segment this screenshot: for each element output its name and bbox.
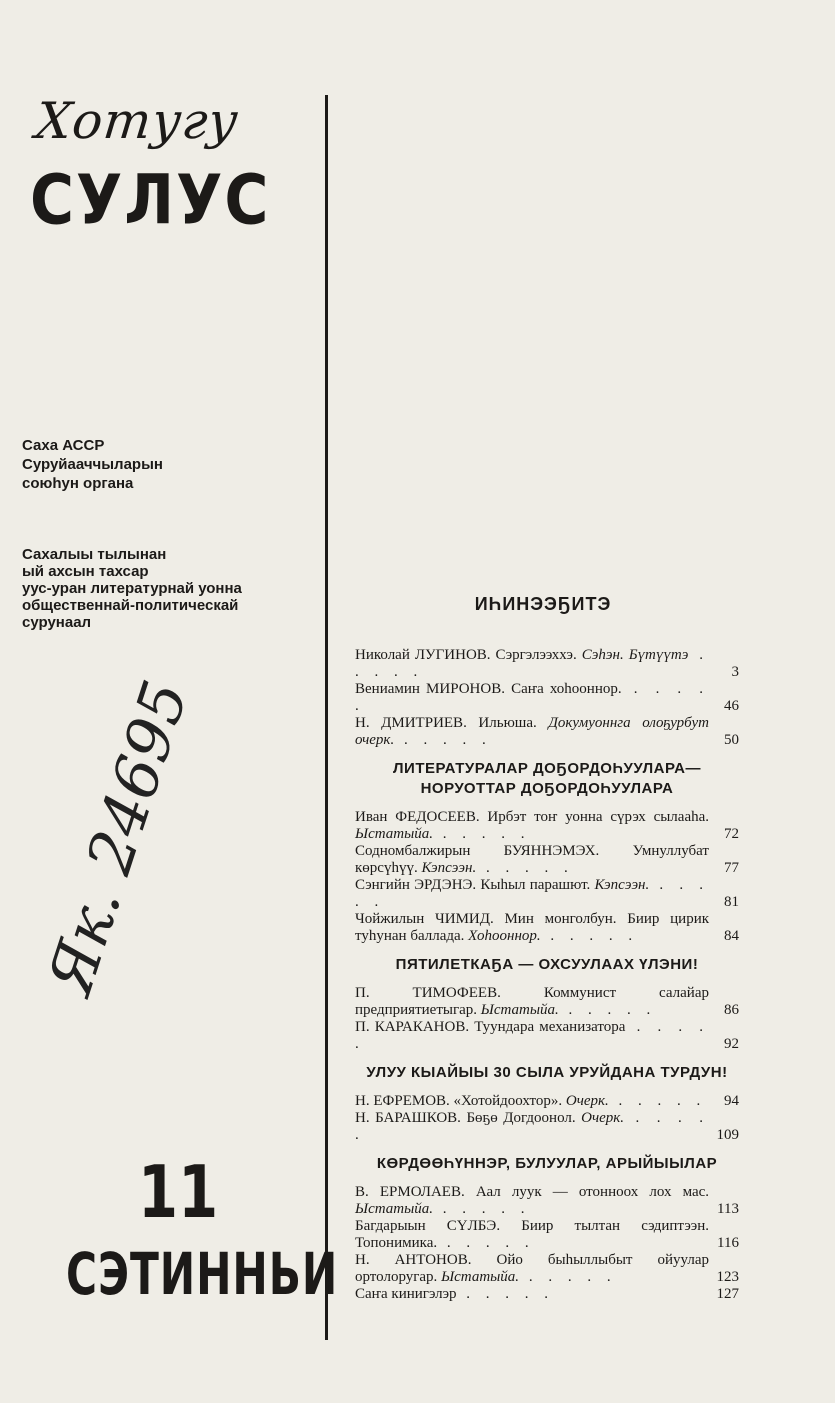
toc-section-heading: УЛУУ КЫАЙЫЫ 30 СЫЛА УРУЙДАНА ТУРДУН!	[366, 1064, 728, 1081]
leader-dots: . . . . .	[476, 860, 574, 876]
toc-section-heading: ПЯТИЛЕТКАҔА — ОХСУУЛААХ ҮЛЭНИ!	[395, 956, 699, 973]
leader-dots: . . . . .	[540, 928, 639, 944]
toc-entry	[355, 647, 739, 681]
description-line: ый ахсын тахсар	[22, 563, 149, 580]
toc-entry-title: Саҥа хоһооннор.	[511, 681, 622, 697]
toc-entry-title: Саҥа кинигэлэр	[355, 1286, 457, 1302]
toc-entry	[355, 1019, 739, 1053]
leader-dots: . . . . .	[355, 1110, 710, 1143]
toc-entry-genre: Ыстатыйа.	[441, 1269, 520, 1285]
leader-dots: . . . . .	[456, 1286, 555, 1302]
toc-entry-page: 84	[724, 928, 739, 944]
toc-entry-title: Ирбэт тоҥ уонна сүрэх сылааһа.	[487, 809, 710, 825]
toc-section-heading: ЛИТЕРАТУРАЛАР ДОҔОРДОҺУУЛАРА— НОРУОТТАР ДОҔОРДОҺУУЛАРА	[393, 760, 701, 797]
toc-entry-genre: Докумуоннга олоҕурбут очерк.	[355, 715, 710, 748]
toc-entry-page: 77	[724, 860, 739, 876]
leader-dots: . . . . .	[355, 877, 710, 910]
toc-entry-title: Аал луук — отонноох лох мас.	[475, 1184, 710, 1200]
toc-entry-genre: Ыстатыйа.	[355, 826, 433, 842]
toc-entry-genre: Сэһэн. Бүтүүтэ	[581, 647, 689, 663]
toc-entry-author: Содномбалжирын БУЯННЭМЭХ.	[355, 843, 600, 859]
toc-entry-author: П. ТИМОФЕЕВ.	[355, 985, 501, 1001]
toc-entry-page: 113	[717, 1201, 739, 1217]
toc-entry-author: Николай ЛУГИНОВ.	[355, 647, 491, 663]
leader-dots: . . . . .	[433, 1201, 531, 1217]
toc-entry-title: Коммунист салайар предприятиетыгар.	[355, 985, 709, 1018]
toc-entry-page: 86	[724, 1002, 739, 1018]
leader-dots: . . . . .	[355, 681, 710, 714]
leader-dots: . . . . .	[558, 1002, 657, 1018]
toc-entry-page: 72	[724, 826, 739, 842]
leader-dots: . . . . .	[394, 732, 492, 748]
toc-entry-page: 123	[716, 1269, 739, 1285]
description-line: уус-уран литературнай уонна	[22, 580, 242, 597]
toc-entry-title: Туундара механизатора	[474, 1019, 626, 1035]
leader-dots: . . . . .	[437, 1235, 535, 1251]
toc-entry	[355, 1286, 739, 1303]
toc-entry-title: Кыһыл парашют.	[480, 877, 591, 893]
issue-month: СЭТИННЬИ	[66, 1240, 339, 1308]
toc-entry-genre: Кэпсээн.	[594, 877, 650, 893]
toc-entry-title: «Хотойдоохтор».	[453, 1093, 563, 1109]
toc-entry-author: Вениамин МИРОНОВ.	[355, 681, 505, 697]
toc-entry-genre: Ыстатыйа.	[355, 1201, 433, 1217]
toc-entry-author: Н. БАРАШКОВ.	[355, 1110, 461, 1126]
toc-entry-page: 116	[717, 1235, 739, 1251]
toc-entry-author: Н. АНТОНОВ.	[355, 1252, 472, 1268]
toc-entry-title: Бөҕө Догдоонол.	[466, 1110, 576, 1126]
toc-section-heading: КӨРДӨӨҺҮННЭР, БУЛУУЛАР, АРЫЙЫЫЛАР	[376, 1155, 718, 1172]
handwritten-library-mark: Як. 24695	[33, 672, 203, 1003]
publisher-block	[22, 436, 163, 493]
leader-dots: . . . . .	[608, 1093, 707, 1109]
toc-entry	[355, 911, 739, 945]
table-of-contents	[355, 596, 739, 1303]
toc-entry-title: Мин монголбун. Биир цирик туһунан баллада.	[355, 911, 710, 944]
toc-entry-page: 81	[724, 894, 739, 910]
toc-entry	[355, 1110, 739, 1144]
organ-line: Саха АССР	[22, 437, 105, 454]
toc-entry-page: 94	[724, 1093, 739, 1109]
leader-dots: . . . . .	[519, 1269, 617, 1285]
toc-entry-genre: Кэпсээн.	[421, 860, 477, 876]
toc-entry-genre: Ыстатыйа.	[480, 1002, 559, 1018]
toc-entry-page: 3	[731, 664, 739, 680]
description-line: Сахалыы тылынан	[22, 546, 167, 563]
toc-entry	[355, 985, 739, 1019]
toc-entry-author: Н. ДМИТРИЕВ.	[355, 715, 467, 731]
issue-number: 11	[138, 1150, 219, 1234]
toc-entry	[355, 1184, 739, 1218]
toc-title: ИҺИНЭЭҔИТЭ	[474, 594, 612, 614]
toc-entry-title: Ильюша.	[478, 715, 537, 731]
toc-entry	[355, 1218, 739, 1252]
leader-dots: . . . . .	[355, 647, 710, 680]
description-line: общественнай-политическай	[22, 597, 239, 614]
toc-entry-author: Багдарыын СҮЛБЭ.	[355, 1218, 501, 1234]
leader-dots: . . . . .	[433, 826, 531, 842]
toc-entry	[355, 681, 739, 715]
toc-entry-genre: Очерк.	[565, 1093, 609, 1109]
toc-entry-page: 127	[716, 1286, 739, 1302]
toc-entry-author: Иван ФЕДОСЕЕВ.	[355, 809, 480, 825]
toc-entry-title: Умнуллубат көрсүһүү.	[355, 843, 709, 876]
toc-entry	[355, 843, 739, 877]
organ-line: союһун органа	[22, 475, 134, 492]
vertical-divider	[325, 95, 328, 1340]
toc-entry-title: Ойо быһыллыбыт ойуулар ортолоругар.	[355, 1252, 709, 1285]
description-block	[22, 546, 242, 631]
toc-entry-author: П. КАРАКАНОВ.	[355, 1019, 470, 1035]
toc-entry	[355, 1252, 739, 1286]
toc-entry	[355, 715, 739, 749]
toc-entry-author: Чойжилын ЧИМИД.	[355, 911, 494, 927]
toc-entry-page: 109	[716, 1127, 739, 1143]
toc-entry-page: 92	[724, 1036, 739, 1052]
toc-entry	[355, 809, 739, 843]
toc-entry	[355, 877, 739, 911]
toc-entry-genre: Хоһооннор.	[468, 928, 541, 944]
toc-entry-author: Сэнгийн ЭРДЭНЭ.	[355, 877, 477, 893]
toc-groups	[355, 647, 739, 1303]
toc-entry-author: В. ЕРМОЛАЕВ.	[355, 1184, 465, 1200]
toc-entry-genre: Очерк.	[581, 1110, 625, 1126]
toc-entry-title: Биир тылтан сэдиптээн. Топонимика.	[355, 1218, 710, 1251]
toc-entry-author: Н. ЕФРЕМОВ.	[355, 1093, 450, 1109]
toc-entry	[355, 1093, 739, 1110]
toc-entry-page: 46	[724, 698, 739, 714]
toc-entry-page: 50	[724, 732, 739, 748]
masthead-script-title: Хотугу	[32, 92, 242, 150]
description-line: сурунаал	[22, 614, 92, 631]
masthead-main-title: СУЛУС	[30, 160, 271, 241]
toc-entry-title: Сэргэлээххэ.	[495, 647, 577, 663]
organ-line: Суруйааччыларын	[22, 456, 163, 473]
leader-dots: . . . . .	[355, 1019, 709, 1052]
